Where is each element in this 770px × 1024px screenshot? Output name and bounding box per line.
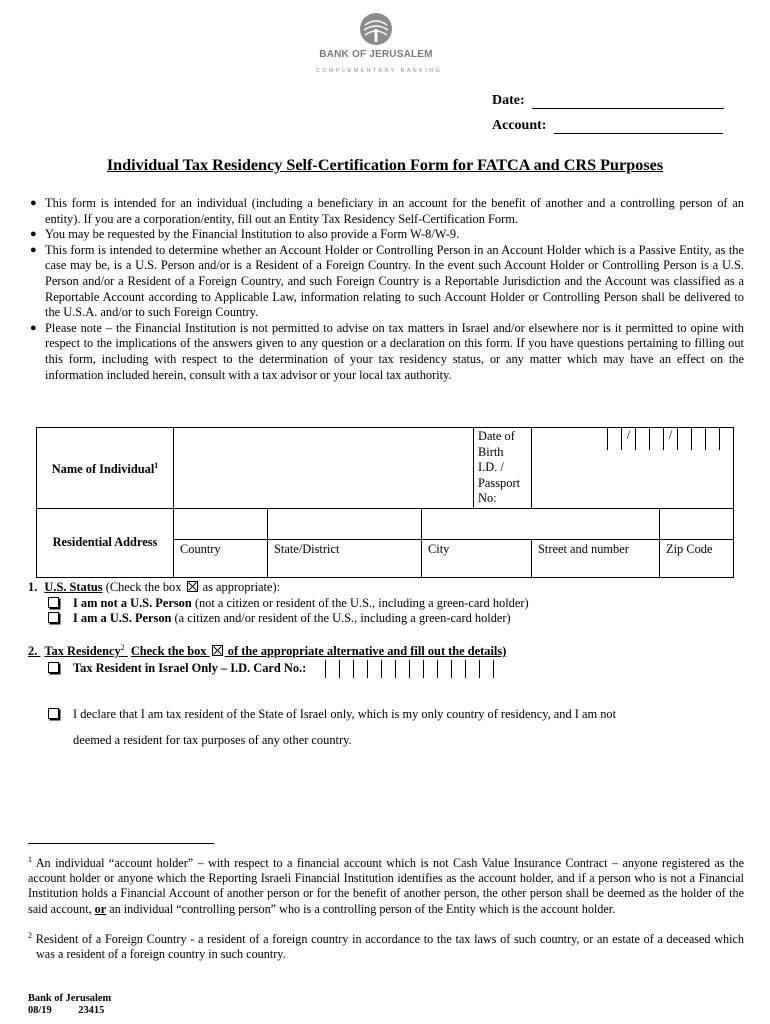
zip-input[interactable]	[660, 508, 734, 539]
bank-logo-emblem-icon	[359, 12, 393, 46]
dob-id-label-cell	[474, 428, 532, 509]
personal-details-table	[36, 427, 734, 578]
state-input[interactable]	[268, 508, 422, 539]
bullet-icon: ●	[30, 321, 37, 334]
account-field	[492, 118, 723, 134]
street-label: Street and number	[532, 539, 660, 577]
date-input-line[interactable]	[532, 96, 724, 109]
city-street-input[interactable]	[422, 508, 660, 539]
footnote-2: $^2$ Resident of a Foreign Country - a resident of a foreign country in accordance to the tax laws of such country, or an estate of a deceased which was a resident of a foreign country in such country.	[28, 931, 745, 962]
israel-id-input[interactable]	[325, 660, 494, 678]
list-item: ● This form is intended to determine whether an Account Holder or Controlling Person in an Account Holder which is a Passive Entity, as the case may be, is a U.S. Person and/or is a Resident of a Foreign Country. In the event such Account Holder or Controlling Person is a U.S. Person and/or a Resident of a Foreign Country, and such Foreign Country is a Reportable Jurisdiction and the Account was classified as a Reportable Account according to Applicable Law, information relating to such Account Holder or Controlling Person shall be delivered to the U.S.A. and/or to such Foreign Country.	[30, 242, 744, 320]
date-field	[492, 93, 724, 109]
bank-logo	[316, 12, 443, 79]
list-item: ● You may be requested by the Financial Institution to also provide a Form W-8/W-9.	[30, 227, 460, 242]
list-item: ● Please note – the Financial Institution is not permitted to advise on tax matters in Israel and/or elsewhere nor is it permitted to opine with respect to the implications of the answers given to any question or a declaration on this form. If you have questions pertaining to filling out this form, including with respect to the determination of your tax residency status, or any matter which may have an effect on the information included herein, consult with a tax advisor or your local tax authority.	[30, 320, 744, 382]
country-label: Country	[174, 539, 268, 577]
list-item: ● This form is intended for an individual (including a beneficiary in an account for the benefit of another and a controlling person of an entity). If you are a corporation/entity, fill out an Entity Tax Residency Self-Certification Form.	[30, 196, 744, 226]
zip-label: Zip Code	[660, 539, 734, 577]
dob-separator: /	[663, 428, 677, 450]
bank-tagline: COMPLEMENTARY BANKING	[316, 67, 443, 74]
page-footer	[28, 993, 111, 1016]
option-not-us-person[interactable]: I am not a U.S. Person (not a citizen or resident of the U.S., including a green-card holder)	[28, 596, 748, 612]
checkbox-icon[interactable]	[48, 612, 59, 623]
option-israel-only[interactable]: Tax Resident in Israel Only – I.D. Card No.:	[28, 660, 748, 678]
checkbox-icon[interactable]	[48, 708, 59, 719]
footer-code-line: 08/19 23415	[28, 1004, 105, 1016]
city-label: City	[422, 539, 532, 577]
name-label-cell: Name of Individual$^1$	[37, 428, 174, 509]
footnote-divider	[28, 843, 214, 844]
declaration-option[interactable]: I declare that I am tax resident of the State of Israel only, which is my only country of residency, and I am not deemed a resident for tax purposes of any other country.	[48, 701, 748, 753]
country-input[interactable]	[174, 508, 268, 539]
id-label: I.D. / Passport No:	[478, 460, 521, 505]
tax-residency-heading: 2. Tax Residency$^2$ Check the box of the appropriate alternative and fill out the details)	[28, 643, 507, 659]
form-title: Individual Tax Residency Self-Certification Form for FATCA and CRS Purposes	[106, 156, 664, 174]
option-us-person[interactable]: I am a U.S. Person (a citizen and/or resident of the U.S., including a green-card holder)	[28, 611, 748, 627]
bullet-icon: ●	[30, 243, 37, 256]
checkbox-icon[interactable]	[48, 662, 59, 673]
dob-boxes[interactable]	[532, 428, 733, 450]
checkbox-icon[interactable]	[48, 597, 59, 608]
tax-residency-section	[28, 640, 748, 678]
checked-box-icon	[212, 645, 223, 656]
address-label-cell: Residential Address	[37, 508, 174, 577]
intro-bullets	[28, 196, 744, 383]
state-label: State/District	[268, 539, 422, 577]
date-label: Date:	[492, 93, 525, 108]
dob-label: Date of Birth	[478, 429, 515, 459]
account-label: Account:	[492, 118, 547, 133]
bank-name: BANK OF JERUSALEM	[319, 49, 433, 60]
dob-separator: /	[621, 428, 635, 450]
footer-bank: Bank of Jerusalem	[28, 993, 112, 1004]
bullet-icon: ●	[30, 228, 37, 241]
checked-box-icon	[187, 581, 198, 592]
bullet-icon: ●	[30, 197, 37, 209]
account-input-line[interactable]	[554, 121, 723, 134]
us-status-heading: 1. U.S. Status (Check the box as appropriate):	[28, 580, 281, 594]
dob-id-input[interactable]	[532, 428, 734, 509]
footnote-1: $^1$ An individual “account holder” – with respect to a financial account which is not Cash Value Insurance Contract – anyone registered as the account holder or anyone which the Reporting Israeli Financial Institution identifies as the account holder, and if a person who is not a Financial Institution holds a Financial Account of another person or for the benefit of another person, the other person shall be deemed as the holder of the said account, or an individual “controlling person” who is a controlling person of the Entity which is the account holder.	[28, 855, 744, 916]
name-input[interactable]	[174, 428, 474, 509]
us-status-section	[28, 580, 748, 627]
